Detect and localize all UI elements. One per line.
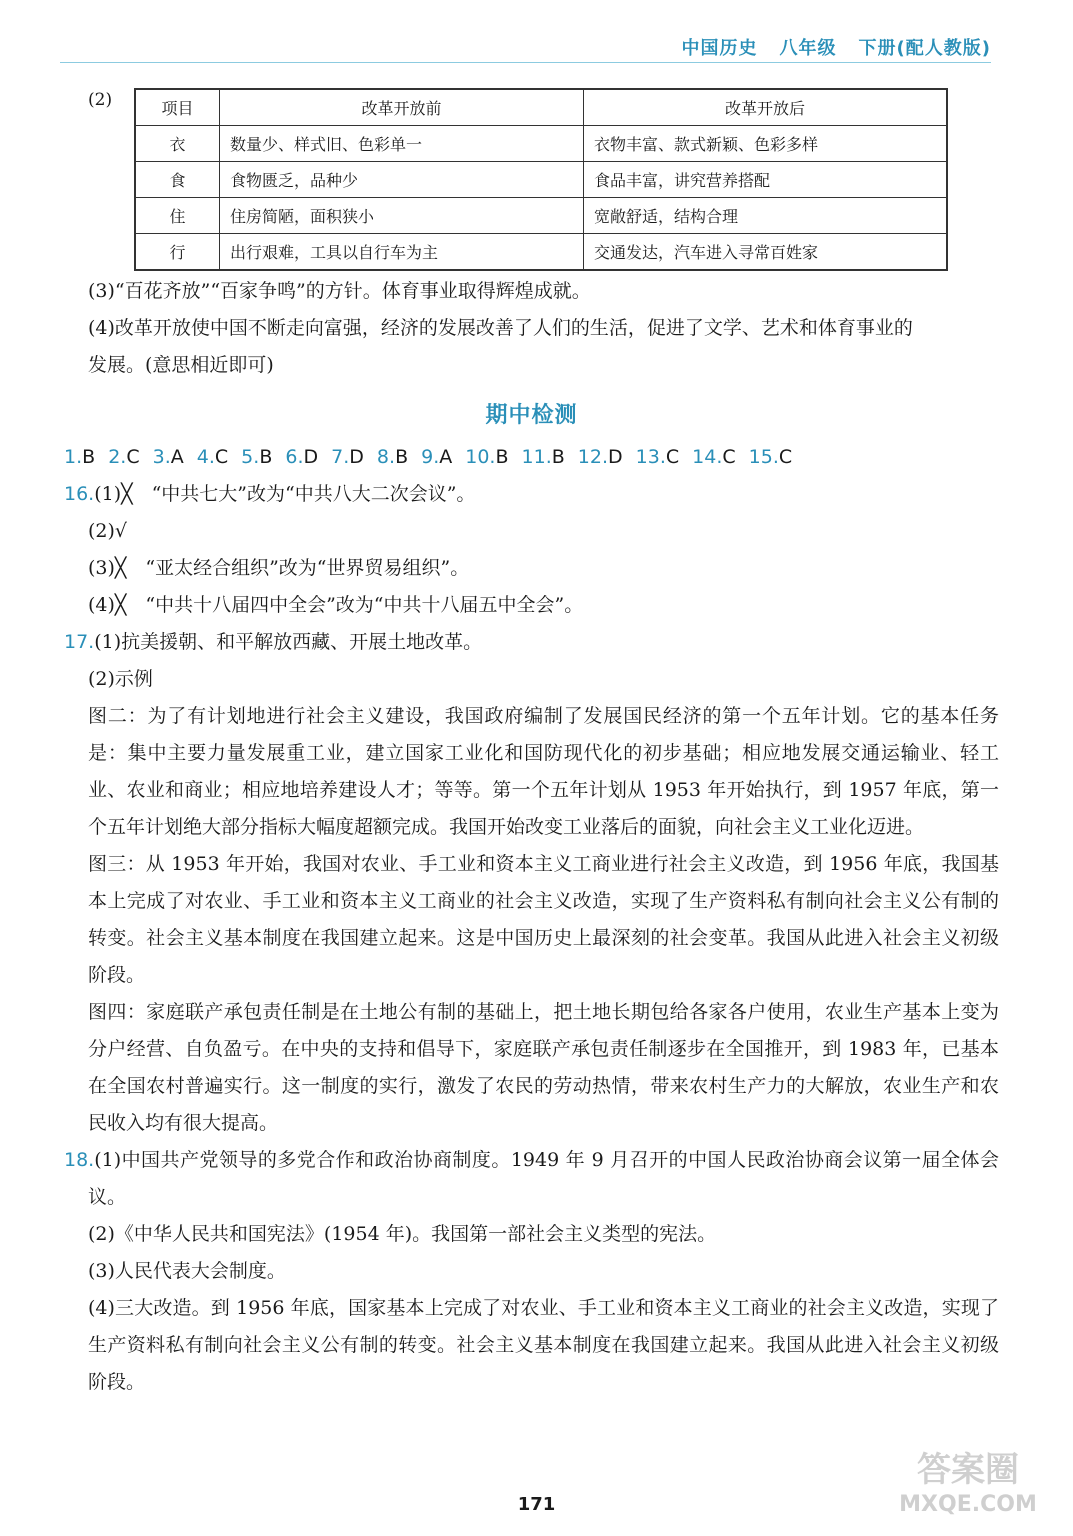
mc-item: 7.D: [331, 446, 364, 468]
mc-item: 5.B: [241, 446, 273, 468]
question-18: [64, 1142, 999, 1401]
answer-line: (2)示例: [88, 668, 153, 690]
header-volume: 下册(配人教版): [858, 38, 991, 59]
question-17: [64, 624, 999, 1142]
mc-item: 13.C: [635, 446, 680, 468]
page-number: 171: [517, 1494, 556, 1515]
question-16: [64, 476, 999, 624]
answer-line: (3)人民代表大会制度。: [88, 1260, 286, 1282]
table-header-cell: 改革开放前: [220, 89, 584, 126]
section-title: 期中检测: [485, 402, 578, 428]
answer-line: (1)中国共产党领导的多党合作和政治协商制度。1949 年 9 月召开的中国人民政治协商会议第一届全体会议。: [88, 1149, 999, 1208]
answer-paragraph: 图四：家庭联产承包责任制是在土地公有制的基础上，把土地长期包给各家各户使用，农业生产基本上变为分户经营、自负盈亏。在中央的支持和倡导下，家庭联产承包责任制逐步在全国推开，到 1983 年，已基本在全国农村普遍实行。这一制度的实行，激发了农民的劳动热情，带来农村生产力的大解放，农业生产和农民收入均有很大提高。: [88, 1001, 999, 1134]
comparison-table-block: [88, 88, 999, 271]
table-cell: 食物匮乏，品种少: [220, 162, 584, 198]
mc-item: 10.B: [465, 446, 509, 468]
table-cell: 行: [135, 234, 220, 271]
table-row: [135, 198, 947, 234]
mc-item: 12.D: [577, 446, 623, 468]
table-row: [135, 234, 947, 271]
mc-item: 11.B: [521, 446, 565, 468]
answer-line: (3)╳ “亚太经合组织”改为“世界贸易组织”。: [88, 557, 470, 579]
table-header-cell: 改革开放后: [584, 89, 948, 126]
answer-line: (1)╳ “中共七大”改为“中共八大二次会议”。: [94, 483, 476, 505]
table-row: [135, 162, 947, 198]
table-header-row: [135, 89, 947, 126]
header-divider: [60, 62, 991, 63]
header-grade: 八年级: [779, 38, 837, 59]
mc-item: 14.C: [692, 446, 736, 468]
answer-line: (2)《中华人民共和国宪法》(1954 年)。我国第一部社会主义类型的宪法。: [88, 1223, 717, 1245]
comparison-table: [134, 88, 948, 271]
answer-line: (1)抗美援朝、和平解放西藏、开展土地改革。: [94, 631, 483, 653]
mc-item: 6.D: [285, 446, 319, 468]
answer-paragraph: (4)三大改造。到 1956 年底，国家基本上完成了对农业、手工业和资本主义工商业的社会主义改造，实现了生产资料私有制向社会主义公有制的转变。社会主义基本制度在我国建立起来。我国从此进入社会主义初级阶段。: [88, 1297, 999, 1393]
table-row: [135, 126, 947, 162]
table-cell: 食品丰富，讲究营养搭配: [584, 162, 948, 198]
mc-item: 4.C: [196, 446, 229, 468]
table-header-cell: 项目: [135, 89, 220, 126]
mc-item: 15.C: [748, 446, 793, 468]
table-cell: 衣: [135, 126, 220, 162]
table-label: (2): [88, 90, 113, 110]
mc-item: 3.A: [152, 446, 184, 468]
answer-paragraph: 图二：为了有计划地进行社会主义建设，我国政府编制了发展国民经济的第一个五年计划。它的基本任务是：集中主要力量发展重工业，建立国家工业化和国防现代化的初步基础；相应地发展交通运输业、轻工业、农业和商业；相应地培养建设人才；等等。第一个五年计划从 1953 年开始执行，到 1957 年底，第一个五年计划绝大部分指标大幅度超额完成。我国开始改变工业落后的面貌，向社会主义工业化迈进。: [88, 705, 999, 838]
table-cell: 交通发达，汽车进入寻常百姓家: [584, 234, 948, 271]
watermark-logo: 答案圈 MXQE.COM: [899, 1450, 1037, 1517]
table-cell: 数量少、样式旧、色彩单一: [220, 126, 584, 162]
table-cell: 住: [135, 198, 220, 234]
question-number: 18.: [64, 1149, 95, 1171]
page-header: [0, 0, 1073, 62]
table-cell: 食: [135, 162, 220, 198]
answer-line: (3)“百花齐放”“百家争鸣”的方针。体育事业取得辉煌成就。: [88, 280, 591, 302]
mc-item: 1.B: [64, 446, 96, 468]
multiple-choice-answers: [64, 439, 999, 476]
mc-item: 9.A: [421, 446, 453, 468]
answer-line: 发展。(意思相近即可): [88, 354, 274, 376]
answer-line: (4)╳ “中共十八届四中全会”改为“中共十八届五中全会”。: [88, 594, 584, 616]
page-content: [64, 88, 999, 1401]
header-text: [660, 34, 991, 60]
table-cell: 住房简陋，面积狭小: [220, 198, 584, 234]
mc-item: 8.B: [376, 446, 409, 468]
question-number: 17.: [64, 631, 95, 653]
answer-line: (4)改革开放使中国不断走向富强，经济的发展改善了人们的生活，促进了文学、艺术和体育事业的: [88, 317, 913, 339]
answer-line: (2)√: [88, 520, 128, 542]
answer-paragraph: 图三：从 1953 年开始，我国对农业、手工业和资本主义工商业进行社会主义改造，到 1956 年底，我国基本上完成了对农业、手工业和资本主义工商业的社会主义改造，实现了生产资料私有制向社会主义公有制的转变。社会主义基本制度在我国建立起来。这是中国历史上最深刻的社会变革。我国从此进入社会主义初级阶段。: [88, 853, 999, 986]
header-subject: 中国历史: [681, 38, 758, 59]
table-cell: 衣物丰富、款式新颖、色彩多样: [584, 126, 948, 162]
table-cell: 出行艰难，工具以自行车为主: [220, 234, 584, 271]
mc-item: 2.C: [108, 446, 140, 468]
table-cell: 宽敞舒适，结构合理: [584, 198, 948, 234]
question-number: 16.: [64, 483, 95, 505]
